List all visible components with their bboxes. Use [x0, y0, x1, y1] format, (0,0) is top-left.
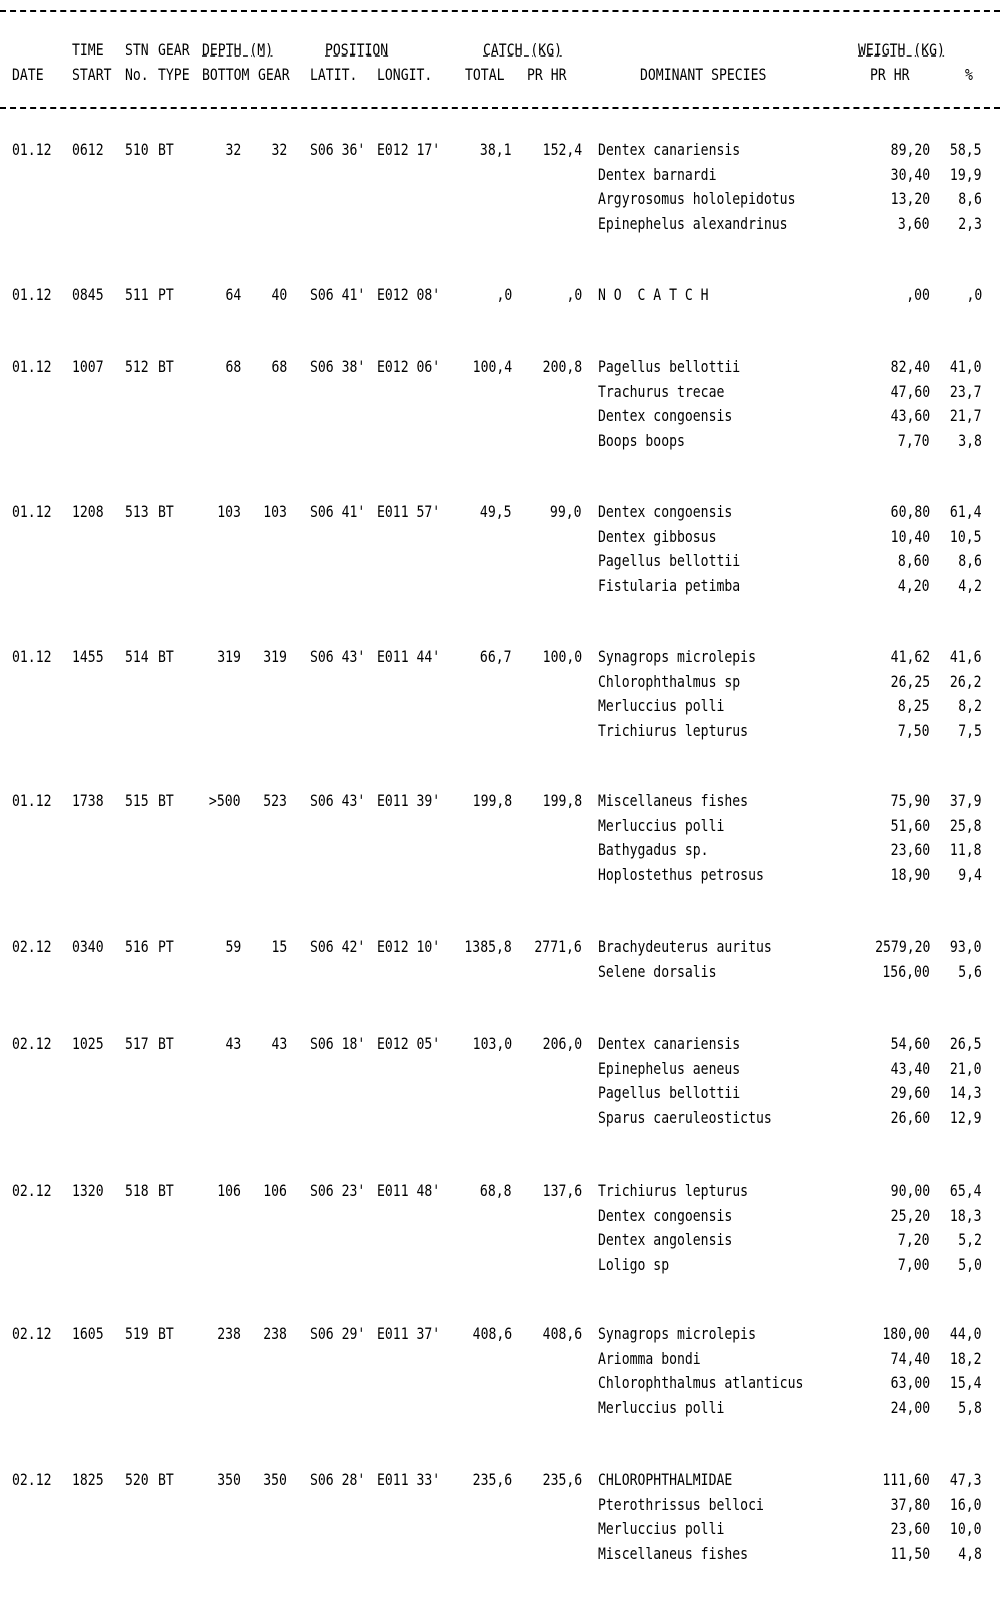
catch-prhr-cell: 152,4	[542, 140, 582, 159]
total-catch-cell: 100,4	[472, 357, 512, 376]
longitude-cell: E012 06'	[377, 357, 441, 376]
latitude-cell: S06 36'	[310, 140, 366, 159]
bottom-depth-cell: 106	[217, 1181, 241, 1200]
species-weight-pct: 7,5	[958, 720, 982, 740]
species-weight-pct: 37,9	[950, 791, 982, 810]
station-cell: 515	[125, 791, 149, 810]
species-name: Miscellaneus fishes	[598, 1543, 749, 1563]
station-cell: 520	[125, 1470, 149, 1489]
species-weight-pct: 8,6	[958, 551, 982, 570]
species-weight-prhr: 41,62	[890, 647, 930, 666]
gear-depth-cell: 319	[263, 647, 287, 666]
species-weight-pct: 44,0	[950, 1324, 982, 1343]
species-weight-prhr: 7,70	[898, 430, 930, 450]
species-weight-prhr: 60,80	[890, 502, 930, 521]
species-weight-pct: 18,3	[950, 1205, 982, 1225]
gear-depth-cell: 43	[271, 1034, 287, 1053]
time-cell: 0612	[72, 140, 104, 159]
species-weight-prhr: 29,60	[890, 1083, 930, 1102]
species-name: Selene dorsalis	[598, 961, 717, 981]
species-weight-pct: 9,4	[958, 864, 982, 884]
species-name: Dentex congoensis	[598, 502, 733, 521]
gear-depth-cell: 523	[263, 791, 287, 810]
gear-type-cell: BT	[158, 1034, 174, 1053]
species-weight-pct: 10,0	[950, 1519, 982, 1538]
longitude-cell: E012 05'	[377, 1034, 441, 1053]
date-cell: 02.12	[12, 937, 52, 956]
species-weight-pct: 4,2	[958, 575, 982, 595]
header-depth: DEPTH (M)	[202, 40, 274, 59]
species-name: Dentex congoensis	[598, 1205, 733, 1225]
species-weight-prhr: 75,90	[890, 791, 930, 810]
catch-prhr-cell: 206,0	[542, 1034, 582, 1053]
header-stn: STN	[125, 40, 149, 59]
species-name: Chlorophthalmus sp	[598, 671, 741, 691]
bottom-depth-cell: 68	[225, 357, 241, 376]
catch-prhr-cell: 137,6	[542, 1181, 582, 1200]
species-weight-prhr: 11,50	[890, 1543, 930, 1563]
latitude-cell: S06 41'	[310, 285, 366, 304]
total-catch-cell: 103,0	[472, 1034, 512, 1053]
catch-prhr-cell: 100,0	[542, 647, 582, 666]
species-weight-prhr: 26,60	[890, 1107, 930, 1127]
species-weight-prhr: 7,20	[898, 1230, 930, 1249]
species-weight-prhr: 74,40	[890, 1348, 930, 1368]
species-name: CHLOROPHTHALMIDAE	[598, 1470, 733, 1489]
gear-depth-cell: 15	[271, 937, 287, 956]
date-cell: 01.12	[12, 647, 52, 666]
date-cell: 01.12	[12, 140, 52, 159]
species-weight-prhr: 8,60	[898, 551, 930, 570]
species-weight-pct: 41,6	[950, 647, 982, 666]
species-weight-prhr: 10,40	[890, 526, 930, 546]
bottom-depth-cell: 64	[225, 285, 241, 304]
gear-type-cell: BT	[158, 357, 174, 376]
station-cell: 512	[125, 357, 149, 376]
catch-prhr-cell: ,0	[566, 285, 582, 304]
longitude-cell: E011 48'	[377, 1181, 441, 1200]
species-weight-prhr: 4,20	[898, 575, 930, 595]
longitude-cell: E011 33'	[377, 1470, 441, 1489]
station-cell: 510	[125, 140, 149, 159]
species-weight-pct: 26,2	[950, 671, 982, 691]
longitude-cell: E011 39'	[377, 791, 441, 810]
species-weight-pct: 8,6	[958, 189, 982, 208]
gear-type-cell: PT	[158, 285, 174, 304]
station-cell: 511	[125, 285, 149, 304]
species-weight-pct: 47,3	[950, 1470, 982, 1489]
species-name: Merluccius polli	[598, 815, 725, 835]
catch-prhr-cell: 200,8	[542, 357, 582, 376]
total-catch-cell: ,0	[496, 285, 512, 304]
species-weight-pct: 12,9	[950, 1107, 982, 1127]
species-weight-prhr: 89,20	[890, 140, 930, 159]
species-name: Fistularia petimba	[598, 575, 741, 595]
header-date: DATE	[12, 65, 44, 84]
species-weight-prhr: 2579,20	[874, 937, 930, 956]
date-cell: 02.12	[12, 1324, 52, 1343]
gear-type-cell: BT	[158, 647, 174, 666]
time-cell: 0340	[72, 937, 104, 956]
bottom-depth-cell: >500	[209, 791, 241, 810]
species-weight-pct: 8,2	[958, 696, 982, 715]
gear-depth-cell: 68	[271, 357, 287, 376]
species-weight-prhr: 30,40	[890, 164, 930, 184]
species-weight-prhr: 54,60	[890, 1034, 930, 1053]
species-weight-prhr: 23,60	[890, 840, 930, 859]
latitude-cell: S06 43'	[310, 791, 366, 810]
time-cell: 1025	[72, 1034, 104, 1053]
longitude-cell: E011 57'	[377, 502, 441, 521]
species-weight-prhr: 180,00	[882, 1324, 930, 1343]
time-cell: 1455	[72, 647, 104, 666]
total-catch-cell: 68,8	[480, 1181, 512, 1200]
species-name: Merluccius polli	[598, 696, 725, 715]
gear-type-cell: BT	[158, 502, 174, 521]
species-weight-pct: 58,5	[950, 140, 982, 159]
gear-depth-cell: 103	[263, 502, 287, 521]
gear-type-cell: PT	[158, 937, 174, 956]
bottom-depth-cell: 43	[225, 1034, 241, 1053]
species-weight-pct: 5,6	[958, 961, 982, 981]
date-cell: 02.12	[12, 1034, 52, 1053]
bottom-depth-cell: 319	[217, 647, 241, 666]
catch-prhr-cell: 2771,6	[534, 937, 582, 956]
species-name: Argyrosomus hololepidotus	[598, 189, 796, 208]
species-name: Dentex gibbosus	[598, 526, 717, 546]
catch-prhr-cell: 235,6	[542, 1470, 582, 1489]
time-cell: 1825	[72, 1470, 104, 1489]
date-cell: 02.12	[12, 1470, 52, 1489]
longitude-cell: E011 37'	[377, 1324, 441, 1343]
species-name: Miscellaneus fishes	[598, 791, 749, 810]
top-divider	[0, 10, 1000, 12]
date-cell: 02.12	[12, 1181, 52, 1200]
total-catch-cell: 235,6	[472, 1470, 512, 1489]
time-cell: 1320	[72, 1181, 104, 1200]
species-weight-pct: 14,3	[950, 1083, 982, 1102]
species-weight-pct: 4,8	[958, 1543, 982, 1563]
time-cell: 1738	[72, 791, 104, 810]
species-weight-pct: 61,4	[950, 502, 982, 521]
species-name: Boops boops	[598, 430, 685, 450]
catch-prhr-cell: 99,0	[550, 502, 582, 521]
species-name: Pterothrissus belloci	[598, 1494, 764, 1514]
species-name: Merluccius polli	[598, 1519, 725, 1538]
header-latit: LATIT.	[310, 65, 358, 84]
latitude-cell: S06 23'	[310, 1181, 366, 1200]
date-cell: 01.12	[12, 791, 52, 810]
header-total: TOTAL	[465, 65, 505, 84]
species-weight-pct: 21,0	[950, 1058, 982, 1078]
species-weight-prhr: 23,60	[890, 1519, 930, 1538]
species-name: Trichiurus lepturus	[598, 1181, 749, 1200]
species-weight-pct: ,0	[966, 285, 982, 304]
total-catch-cell: 1385,8	[464, 937, 512, 956]
species-name: Bathygadus sp.	[598, 840, 709, 859]
species-weight-prhr: 24,00	[890, 1397, 930, 1417]
species-weight-prhr: 3,60	[898, 213, 930, 233]
species-name: Dentex canariensis	[598, 140, 741, 159]
longitude-cell: E012 17'	[377, 140, 441, 159]
latitude-cell: S06 29'	[310, 1324, 366, 1343]
total-catch-cell: 199,8	[472, 791, 512, 810]
header-weigth: WEIGTH (KG)	[858, 40, 945, 59]
total-catch-cell: 49,5	[480, 502, 512, 521]
longitude-cell: E012 08'	[377, 285, 441, 304]
gear-depth-cell: 40	[271, 285, 287, 304]
total-catch-cell: 408,6	[472, 1324, 512, 1343]
species-weight-prhr: 51,60	[890, 815, 930, 835]
species-weight-pct: 41,0	[950, 357, 982, 376]
header-position: POSITION	[325, 40, 389, 59]
time-cell: 1007	[72, 357, 104, 376]
longitude-cell: E012 10'	[377, 937, 441, 956]
gear-type-cell: BT	[158, 791, 174, 810]
species-weight-prhr: 63,00	[890, 1373, 930, 1392]
species-name: Pagellus bellottii	[598, 357, 741, 376]
gear-type-cell: BT	[158, 1470, 174, 1489]
header-pct: %	[965, 65, 973, 84]
latitude-cell: S06 43'	[310, 647, 366, 666]
species-weight-prhr: 8,25	[898, 696, 930, 715]
gear-depth-cell: 350	[263, 1470, 287, 1489]
station-cell: 513	[125, 502, 149, 521]
header-prhr: PR HR	[527, 65, 567, 84]
gear-depth-cell: 32	[271, 140, 287, 159]
species-weight-prhr: 7,50	[898, 720, 930, 740]
species-name: Epinephelus alexandrinus	[598, 213, 788, 233]
time-cell: 1605	[72, 1324, 104, 1343]
species-weight-pct: 11,8	[950, 840, 982, 859]
species-weight-prhr: 18,90	[890, 864, 930, 884]
species-weight-pct: 26,5	[950, 1034, 982, 1053]
species-name: Epinephelus aeneus	[598, 1058, 741, 1078]
species-weight-pct: 2,3	[958, 213, 982, 233]
bottom-depth-cell: 32	[225, 140, 241, 159]
species-weight-pct: 3,8	[958, 430, 982, 450]
species-weight-prhr: 26,25	[890, 671, 930, 691]
station-cell: 517	[125, 1034, 149, 1053]
station-cell: 518	[125, 1181, 149, 1200]
time-cell: 0845	[72, 285, 104, 304]
species-weight-pct: 25,8	[950, 815, 982, 835]
species-weight-prhr: 25,20	[890, 1205, 930, 1225]
species-name: Dentex congoensis	[598, 406, 733, 425]
station-cell: 514	[125, 647, 149, 666]
header-time: TIME	[72, 40, 104, 59]
header-no: No.	[125, 65, 149, 84]
species-weight-prhr: 7,00	[898, 1254, 930, 1274]
header-type: TYPE	[158, 65, 190, 84]
latitude-cell: S06 38'	[310, 357, 366, 376]
species-weight-pct: 16,0	[950, 1494, 982, 1514]
species-name: Hoplostethus petrosus	[598, 864, 764, 884]
bottom-depth-cell: 59	[225, 937, 241, 956]
species-name: Trichiurus lepturus	[598, 720, 749, 740]
species-name: Trachurus trecae	[598, 381, 725, 401]
species-name: Pagellus bellottii	[598, 551, 741, 570]
gear-type-cell: BT	[158, 1324, 174, 1343]
species-weight-pct: 15,4	[950, 1373, 982, 1392]
latitude-cell: S06 18'	[310, 1034, 366, 1053]
species-weight-pct: 18,2	[950, 1348, 982, 1368]
species-weight-pct: 5,0	[958, 1254, 982, 1274]
header-gear-depth: GEAR	[258, 65, 290, 84]
gear-depth-cell: 238	[263, 1324, 287, 1343]
species-weight-pct: 21,7	[950, 406, 982, 425]
station-cell: 516	[125, 937, 149, 956]
date-cell: 01.12	[12, 285, 52, 304]
species-weight-pct: 5,2	[958, 1230, 982, 1249]
species-name: Chlorophthalmus atlanticus	[598, 1373, 804, 1392]
header-start: START	[72, 65, 112, 84]
longitude-cell: E011 44'	[377, 647, 441, 666]
species-name: Dentex canariensis	[598, 1034, 741, 1053]
catch-prhr-cell: 199,8	[542, 791, 582, 810]
species-name: Dentex barnardi	[598, 164, 717, 184]
species-weight-pct: 23,7	[950, 381, 982, 401]
gear-type-cell: BT	[158, 140, 174, 159]
species-name: Ariomma bondi	[598, 1348, 701, 1368]
species-weight-prhr: 90,00	[890, 1181, 930, 1200]
latitude-cell: S06 42'	[310, 937, 366, 956]
species-name: Brachydeuterus auritus	[598, 937, 772, 956]
species-name: Dentex angolensis	[598, 1230, 733, 1249]
station-cell: 519	[125, 1324, 149, 1343]
species-weight-prhr: ,00	[906, 285, 930, 304]
species-name: Synagrops microlepis	[598, 647, 756, 666]
gear-depth-cell: 106	[263, 1181, 287, 1200]
species-weight-pct: 65,4	[950, 1181, 982, 1200]
header-longit: LONGIT.	[377, 65, 433, 84]
bottom-depth-cell: 238	[217, 1324, 241, 1343]
time-cell: 1208	[72, 502, 104, 521]
species-weight-pct: 19,9	[950, 164, 982, 184]
species-weight-prhr: 13,20	[890, 189, 930, 208]
catch-prhr-cell: 408,6	[542, 1324, 582, 1343]
species-weight-prhr: 82,40	[890, 357, 930, 376]
species-name: Merluccius polli	[598, 1397, 725, 1417]
header-gear: GEAR	[158, 40, 190, 59]
bottom-depth-cell: 103	[217, 502, 241, 521]
total-catch-cell: 38,1	[480, 140, 512, 159]
species-name: N O C A T C H	[598, 285, 709, 304]
header-species: DOMINANT SPECIES	[640, 65, 767, 84]
date-cell: 01.12	[12, 357, 52, 376]
species-name: Sparus caeruleostictus	[598, 1107, 772, 1127]
total-catch-cell: 66,7	[480, 647, 512, 666]
gear-type-cell: BT	[158, 1181, 174, 1200]
latitude-cell: S06 41'	[310, 502, 366, 521]
species-name: Synagrops microlepis	[598, 1324, 756, 1343]
species-weight-prhr: 156,00	[882, 961, 930, 981]
species-weight-pct: 93,0	[950, 937, 982, 956]
species-weight-prhr: 43,40	[890, 1058, 930, 1078]
latitude-cell: S06 28'	[310, 1470, 366, 1489]
species-weight-prhr: 47,60	[890, 381, 930, 401]
header-catch: CATCH (KG)	[483, 40, 562, 59]
species-weight-prhr: 37,80	[890, 1494, 930, 1514]
bottom-depth-cell: 350	[217, 1470, 241, 1489]
species-weight-prhr: 43,60	[890, 406, 930, 425]
header-divider	[0, 107, 1000, 109]
header-weight-prhr: PR HR	[870, 65, 910, 84]
date-cell: 01.12	[12, 502, 52, 521]
header-bottom: BOTTOM	[202, 65, 250, 84]
species-weight-pct: 5,8	[958, 1397, 982, 1417]
species-name: Loligo sp	[598, 1254, 670, 1274]
species-name: Pagellus bellottii	[598, 1083, 741, 1102]
species-weight-pct: 10,5	[950, 526, 982, 546]
species-weight-prhr: 111,60	[882, 1470, 930, 1489]
